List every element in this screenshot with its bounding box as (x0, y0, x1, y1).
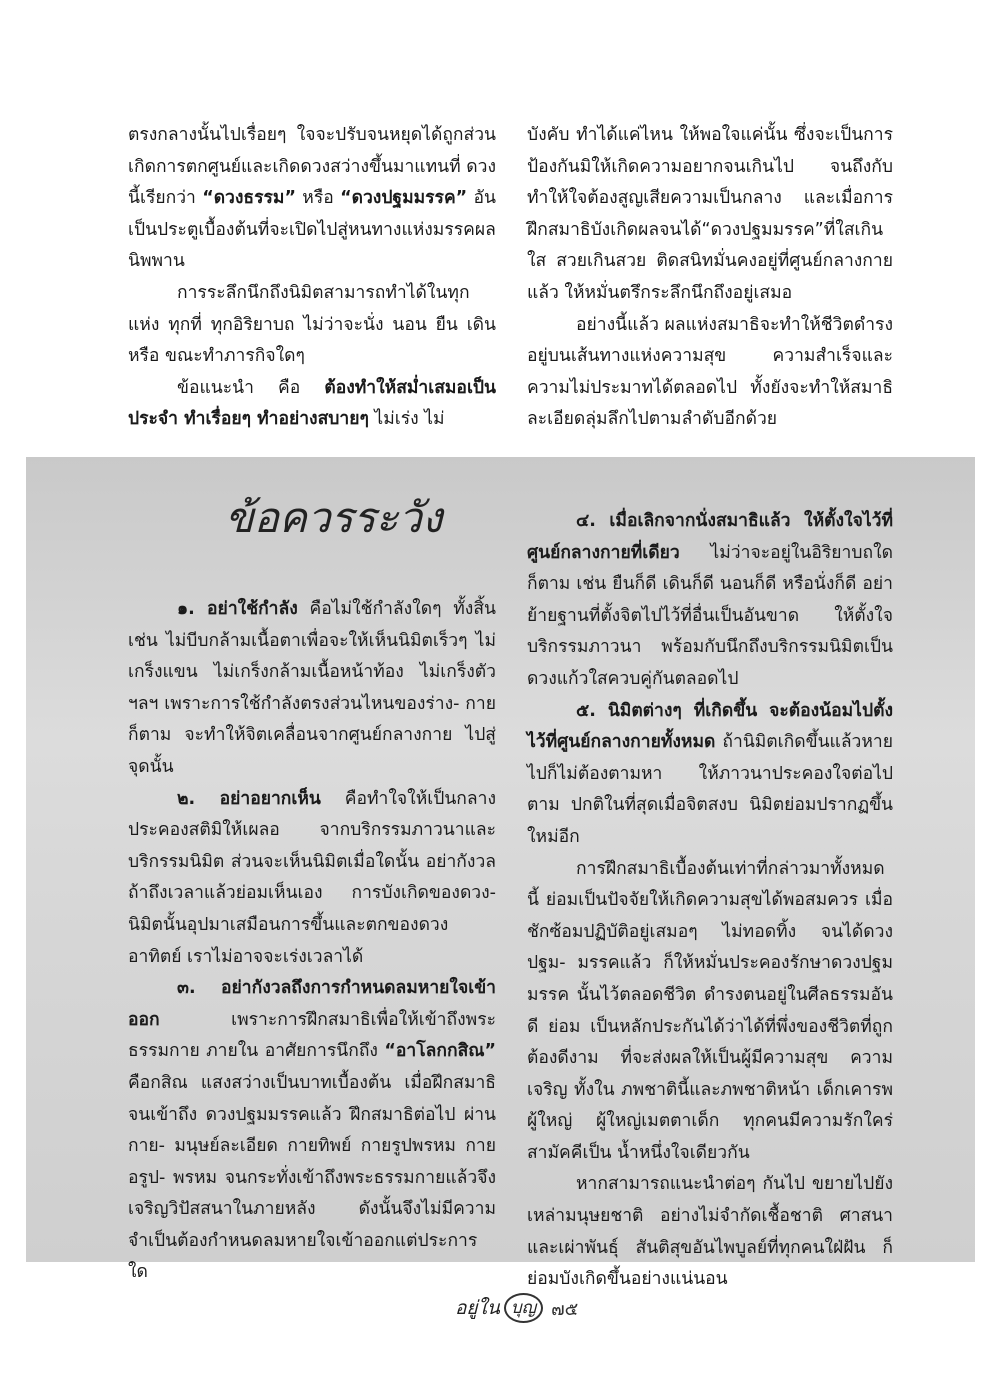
text: ถ้านิมิตเกิดขึ้นแล้วหาย ไปก็ไม่ต้องตามหา ให้ภาวนาประคองใจต่อไปตาม ปกติในที่สุดเมื่อจิตสงบ นิมิตย่อมปรากฏขึ้นใหม่อีก (527, 732, 893, 847)
text: ไม่ว่าจะอยู่ในอิริยาบถใด ก็ตาม เช่น ยืนก็ดี เดินก็ดี นอนก็ดี หรือนั่งก็ดี อย่าย้ายฐานที่ตั้งจิตไปไว้ที่อื่นเป็นอันขาด ให้ตั้งใจ บริกรรมภาวนา พร้อมกับนึกถึงบริกรรมนิมิตเป็น ดวงแก้วใสควบคู่กันตลอดไป (527, 542, 893, 689)
text: การระลึกนึกถึงนิมิตสามารถทำได้ในทุกแห่ง ทุกที่ ทุกอิริยาบถ ไม่ว่าจะนั่ง นอน ยืน เดิน หรือ ขณะทำภารกิจใดๆ (128, 282, 496, 367)
bold-text: ๒. อย่าอยากเห็น (177, 788, 321, 809)
paragraph (527, 1169, 893, 1295)
text: อย่างนี้แล้ว ผลแห่งสมาธิจะทำให้ชีวิตดำรง อยู่บนเส้นทางแห่งความสุข ความสำเร็จและ ความไม่ประมาทได้ตลอดไป ทั้งยังจะทำให้สมาธิ ละเอียดลุ่มลึกไปตามลำดับอีกด้วย (527, 314, 893, 430)
text: ข้อแนะนำ คือ (177, 377, 325, 398)
top-left-column (128, 120, 496, 436)
paragraph (128, 973, 496, 1289)
caution-left-column (128, 594, 496, 1289)
paragraph (128, 784, 496, 974)
paragraph (128, 373, 496, 436)
text: ตรงกลางนั้นไปเรื่อยๆ ใจจะปรับจนหยุดได้ถูกส่วน เกิดการตกศูนย์และเกิดดวงสว่างขึ้นมาแทนที่ ดวงนี้เรียกว่า (128, 125, 496, 209)
text: หากสามารถแนะนำต่อๆ กันไป ขยายไปยัง เหล่ามนุษยชาติ อย่างไม่จำกัดเชื้อชาติ ศาสนา และเผ่าพันธุ์ สันติสุขอันไพบูลย์ที่ทุกคนใฝ่ฝัน ก็ย่อมบังเกิดขึ้นอย่างแน่นอน (527, 1174, 893, 1290)
paragraph (527, 310, 893, 436)
paragraph (527, 696, 893, 854)
text: คือกสิณ แสงสว่างเป็นบาทเบื้องต้น เมื่อฝึกสมาธิจนเข้าถึง ดวงปฐมมรรคแล้ว ฝึกสมาธิต่อไป ผ่านกาย- มนุษย์ละเอียด กายทิพย์ กายรูปพรหม กายอรูป- พรหม จนกระทั่งเข้าถึงพระธรรมกายแล้วจึง เจริญวิปัสสนาในภายหลัง ดังนั้นจึงไม่มีความ จำเป็นต้องกำหนดลมหายใจเข้าออกแต่ประการใด (128, 1072, 496, 1283)
bold-text: “ดวงปฐมมรรค” (340, 188, 468, 209)
page-footer (455, 1290, 578, 1326)
caution-right-column (527, 506, 893, 1296)
paragraph (527, 854, 893, 1170)
text: คือทำใจให้เป็นกลาง ประคองสติมิให้เผลอ จากบริกรรมภาวนาและ บริกรรมนิมิต ส่วนจะเห็นนิมิตเมื่อใดนั้น อย่ากังวล ถ้าถึงเวลาแล้วย่อมเห็นเอง การบังเกิดของดวง- นิมิตนั้นอุปมาเสมือนการขึ้นและตกของดวงอาทิตย์ เราไม่อาจจะเร่งเวลาได้ (128, 788, 496, 967)
text: เพราะการฝึกสมาธิเพื่อให้เข้าถึงพระธรรมกาย ภายใน อาศัยการนึกถึง (128, 1009, 496, 1062)
logo-text: อยู่ใน (455, 1297, 500, 1319)
paragraph (128, 278, 496, 373)
bold-text: ๓. อย่ากังวลถึงการกำหนดลมหายใจเข้าออก (128, 978, 496, 1030)
caution-box-title: ข้อควรระวัง (225, 493, 443, 542)
bold-text: “ดวงธรรม” (202, 188, 296, 209)
bold-text: ต้องทำให้สม่ำเสมอเป็นประจำ ทำเรื่อยๆ ทำอย่างสบายๆ (128, 377, 496, 430)
paragraph (527, 120, 893, 310)
bold-text: ๔. เมื่อเลิกจากนั่งสมาธิแล้ว ให้ตั้งใจไว้ที่ ศูนย์กลางกายที่เดียว (527, 511, 893, 563)
text: บังคับ ทำได้แค่ไหน ให้พอใจแค่นั้น ซึ่งจะเป็นการ ป้องกันมิให้เกิดความอยากจนเกินไป จนถึงกับ ทำให้ใจต้องสูญเสียความเป็นกลาง และเมื่อการ ฝึกสมาธิบังเกิดผลจนได้“ดวงปฐมมรรค”ที่ใสเกินใส สวยเกินสวย ติดสนิทมั่นคงอยู่ที่ศูนย์กลางกายแล้ว ให้หมั่นตรึกระลึกนึกถึงอยู่เสมอ (527, 125, 893, 303)
paragraph (128, 594, 496, 784)
top-right-column (527, 120, 893, 436)
text: ไม่เร่ง ไม่ (368, 409, 445, 430)
text: อันเป็นประตูเบื้องต้นที่จะเปิดไปสู่หนทางแห่งมรรคผลนิพพาน (128, 188, 496, 272)
magazine-logo (455, 1293, 543, 1323)
bold-text: ๕. นิมิตต่างๆ ที่เกิดขึ้น จะต้องน้อมไปตั้ง ไว้ที่ศูนย์กลางกายทั้งหมด (527, 700, 893, 753)
text: หรือ (295, 188, 341, 209)
paragraph (128, 120, 496, 278)
bold-text: “อาโลกกสิณ” (384, 1041, 496, 1062)
bold-text: ๑. อย่าใช้กำลัง (177, 599, 298, 619)
logo-circle-text: บุญ (504, 1293, 543, 1323)
page-number: ๗๕ (551, 1298, 579, 1320)
text: การฝึกสมาธิเบื้องต้นเท่าที่กล่าวมาทั้งหมดนี้ ย่อมเป็นปัจจัยให้เกิดความสุขได้พอสมควร เมื่อ ชักซ้อมปฏิบัติอยู่เสมอๆ ไม่ทอดทิ้ง จนได้ดวงปฐม- มรรคแล้ว ก็ให้หมั่นประคองรักษาดวงปฐมมรรค นั้นไว้ตลอดชีวิต ดำรงตนอยู่ในศีลธรรมอันดี ย่อม เป็นหลักประกันได้ว่าได้ที่พึ่งของชีวิตที่ถูกต้องดีงาม ที่จะส่งผลให้เป็นผู้มีความสุข ความเจริญ ทั้งใน ภพชาตินี้และภพชาติหน้า เด็กเคารพผู้ใหญ่ ผู้ใหญ่เมตตาเด็ก ทุกคนมีความรักใคร่ สามัคคีเป็น น้ำหนึ่งใจเดียวกัน (527, 858, 893, 1163)
text: คือไม่ใช้กำลังใดๆ ทั้งสิ้น เช่น ไม่บีบกล้ามเนื้อตาเพื่อจะให้เห็นนิมิตเร็วๆ ไม่เกร็งแขน ไม่เกร็งกล้ามเนื้อหน้าท้อง ไม่เกร็งตัว ฯลฯ เพราะการใช้กำลังตรงส่วนไหนของร่าง- กายก็ตาม จะทำให้จิตเคลื่อนจากศูนย์กลางกาย ไปสู่จุดนั้น (128, 599, 496, 777)
paragraph (527, 506, 893, 696)
